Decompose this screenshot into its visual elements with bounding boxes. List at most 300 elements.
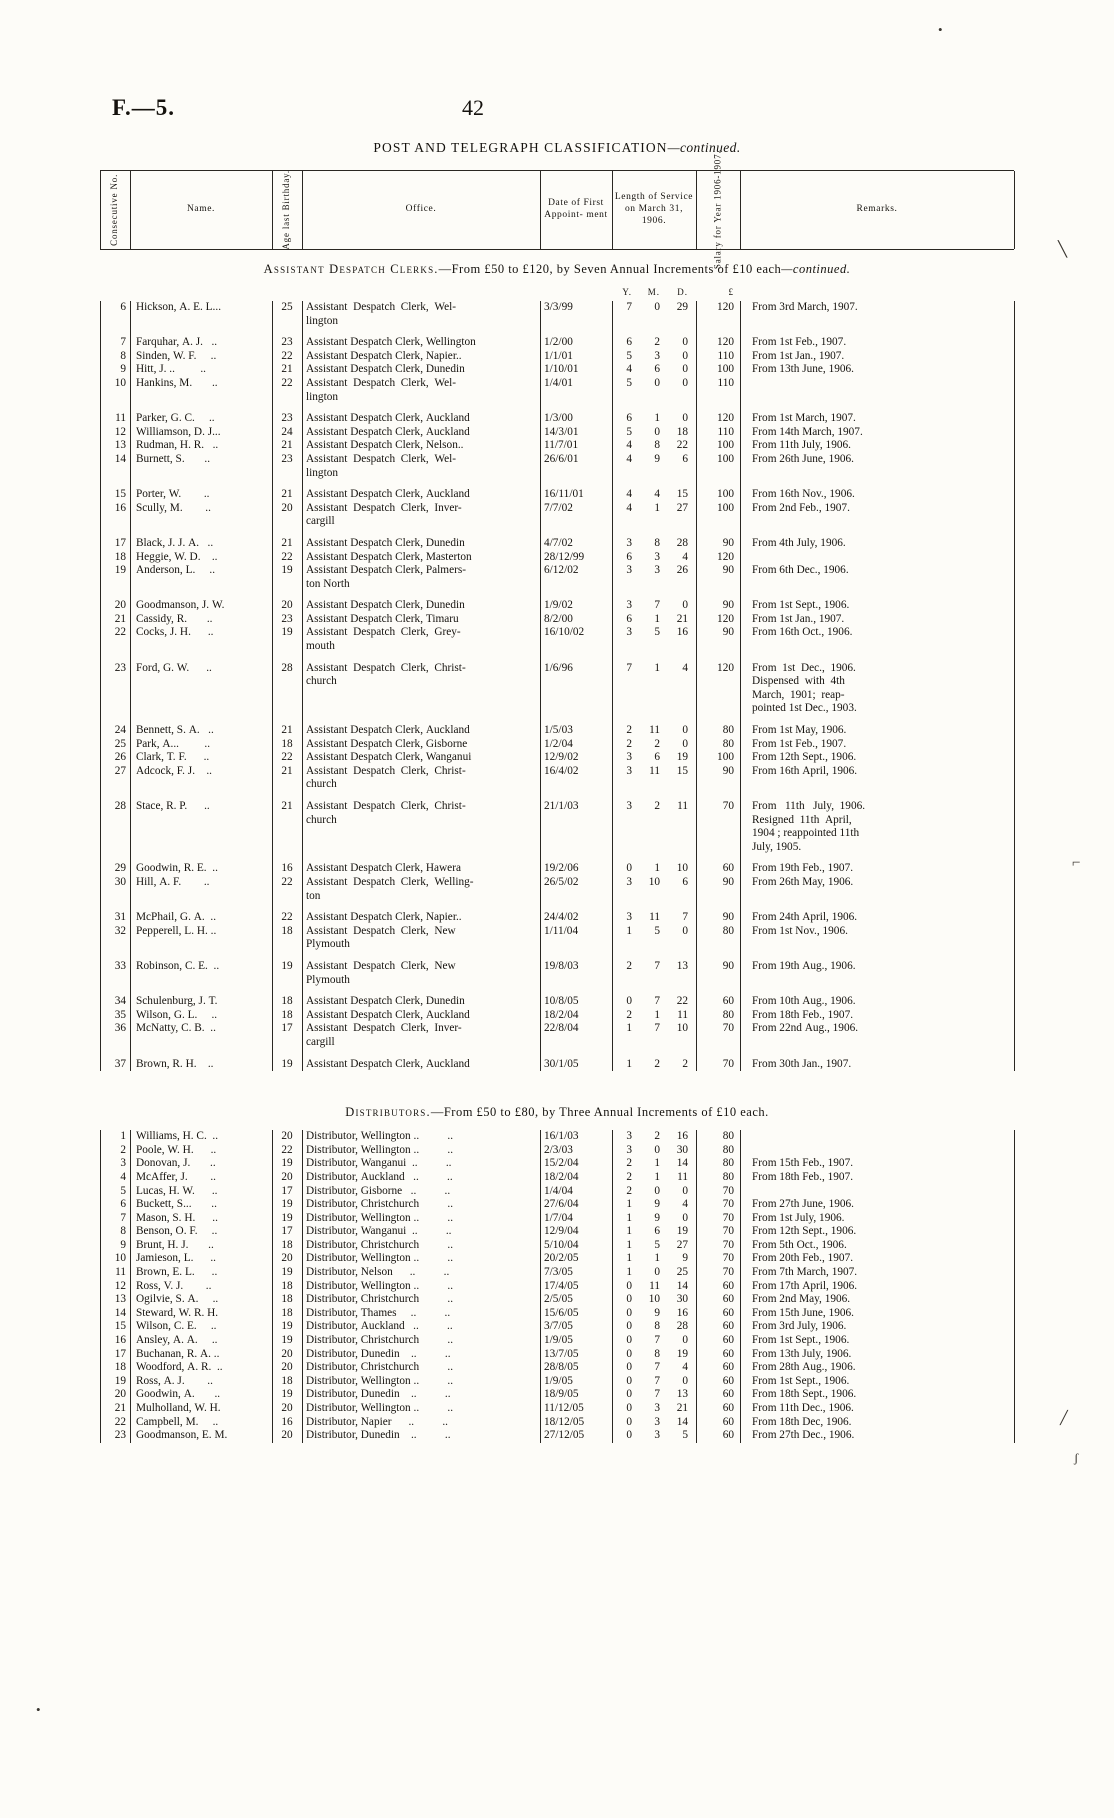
column-rule xyxy=(1014,1130,1015,1443)
cell-remarks: From 2nd Feb., 1907. xyxy=(752,501,850,514)
cell-service-years: 3 xyxy=(626,876,632,888)
cell-service-days: 19 xyxy=(676,1225,688,1238)
row-group-spacer xyxy=(100,1050,1014,1058)
cell-service-years: 0 xyxy=(626,1415,632,1428)
cell-age: 23 xyxy=(281,612,293,625)
cell-age: 21 xyxy=(281,724,293,737)
cell-name: Ross, V. J. .. xyxy=(136,1279,212,1292)
cell-service-days: 10 xyxy=(676,1022,688,1035)
table-row xyxy=(100,1022,1014,1049)
cell-service-years: 0 xyxy=(626,1306,632,1319)
cell-office: Assistant Despatch Clerk, Dunedin xyxy=(306,599,465,612)
cell-age: 22 xyxy=(281,751,293,764)
cell-remarks: From 19th Feb., 1907. xyxy=(752,862,854,875)
unit-pound: £ xyxy=(728,287,734,297)
cell-consecutive-no: 31 xyxy=(114,911,126,924)
unit-months: M. xyxy=(647,287,660,297)
cell-salary: 90 xyxy=(722,626,734,639)
table-row xyxy=(100,1402,1014,1416)
cell-date-first-appointment: 22/8/04 xyxy=(544,1022,579,1035)
cell-service-years: 3 xyxy=(626,800,632,813)
cell-date-first-appointment: 14/3/01 xyxy=(544,425,579,438)
cell-salary: 60 xyxy=(722,1361,734,1374)
cell-office: Distributor, Wellington .. .. xyxy=(306,1279,454,1292)
cell-salary: 90 xyxy=(722,764,734,777)
cell-salary: 70 xyxy=(722,1211,734,1224)
cell-service-years: 4 xyxy=(626,452,632,465)
cell-remarks: From 1st May, 1906. xyxy=(752,724,847,737)
table-row xyxy=(100,613,1014,627)
cell-service-years: 0 xyxy=(626,1320,632,1333)
cell-service-months: 3 xyxy=(654,1415,660,1428)
cell-service-months: 2 xyxy=(654,336,660,349)
cell-age: 18 xyxy=(281,1306,293,1319)
cell-service-years: 5 xyxy=(626,376,632,389)
cell-salary: 90 xyxy=(722,959,734,972)
cell-service-years: 5 xyxy=(626,349,632,362)
cell-salary: 120 xyxy=(717,661,734,674)
table-row xyxy=(100,1225,1014,1239)
cell-service-months: 7 xyxy=(654,995,660,1008)
cell-age: 20 xyxy=(281,1130,293,1143)
section-banner-assistant-despatch-clerks xyxy=(100,250,1014,287)
column-rule xyxy=(612,1130,613,1443)
cell-consecutive-no: 33 xyxy=(114,959,126,972)
table-row xyxy=(100,1293,1014,1307)
cell-office: Assistant Despatch Clerk, Auckland xyxy=(306,488,470,501)
cell-consecutive-no: 14 xyxy=(114,452,126,465)
cell-service-years: 6 xyxy=(626,336,632,349)
cell-date-first-appointment: 10/8/05 xyxy=(544,995,579,1008)
cell-consecutive-no: 5 xyxy=(120,1184,126,1197)
cell-age: 18 xyxy=(281,1374,293,1387)
cell-service-months: 1 xyxy=(654,612,660,625)
cell-date-first-appointment: 3/3/99 xyxy=(544,301,573,313)
cell-name: Black, J. J. A. .. xyxy=(136,536,214,549)
cell-name: Bennett, S. A. .. xyxy=(136,724,214,737)
cell-office: Assistant Despatch Clerk, Welling- ton xyxy=(306,876,474,902)
cell-name: Burnett, S. .. xyxy=(136,452,211,465)
cell-date-first-appointment: 3/7/05 xyxy=(544,1320,573,1333)
table-row xyxy=(100,1320,1014,1334)
cell-service-years: 3 xyxy=(626,599,632,612)
cell-salary: 110 xyxy=(717,349,734,362)
cell-age: 21 xyxy=(281,800,293,813)
cell-consecutive-no: 22 xyxy=(114,1415,126,1428)
cell-name: Donovan, J. .. xyxy=(136,1157,216,1170)
cell-service-months: 11 xyxy=(649,911,660,924)
cell-consecutive-no: 29 xyxy=(114,862,126,875)
cell-office: Assistant Despatch Clerk, Auckland xyxy=(306,425,470,438)
cell-office: Assistant Despatch Clerk, Auckland xyxy=(306,724,470,737)
table-row xyxy=(100,960,1014,987)
table-row xyxy=(100,738,1014,752)
cell-service-days: 9 xyxy=(682,1252,688,1265)
cell-remarks: From 16th Oct., 1906. xyxy=(752,626,853,639)
cell-service-days: 18 xyxy=(676,425,688,438)
table-row xyxy=(100,1334,1014,1348)
cell-service-days: 4 xyxy=(682,550,688,563)
cell-service-months: 2 xyxy=(654,1057,660,1070)
cell-name: Goodwin, R. E. .. xyxy=(136,862,218,875)
cell-service-months: 0 xyxy=(654,301,660,313)
cell-service-days: 6 xyxy=(682,452,688,465)
cell-salary: 70 xyxy=(722,1252,734,1265)
column-rule xyxy=(130,301,131,1071)
cell-salary: 90 xyxy=(722,536,734,549)
cell-consecutive-no: 18 xyxy=(114,550,126,563)
cell-service-years: 3 xyxy=(626,911,632,924)
cell-office: Assistant Despatch Clerk, New Plymouth xyxy=(306,924,456,951)
cell-service-years: 1 xyxy=(626,1252,632,1265)
cell-name: Williams, H. C. .. xyxy=(136,1130,219,1143)
cell-office: Distributor, Auckland .. .. xyxy=(306,1320,453,1333)
cell-remarks: From 19th Aug., 1906. xyxy=(752,959,856,972)
cell-remarks: From 1st Nov., 1906. xyxy=(752,924,848,937)
cell-age: 20 xyxy=(281,599,293,612)
cell-service-months: 1 xyxy=(654,1008,660,1021)
cell-service-days: 0 xyxy=(682,737,688,750)
cell-consecutive-no: 19 xyxy=(114,564,126,577)
cell-name: Stace, R. P. .. xyxy=(136,800,210,813)
cell-remarks: From 12th Sept., 1906. xyxy=(752,751,857,764)
cell-salary: 100 xyxy=(717,488,734,501)
cell-consecutive-no: 21 xyxy=(114,1402,126,1414)
document-title-continued: —continued. xyxy=(667,140,741,155)
cell-remarks: From 18th Feb., 1907. xyxy=(752,1008,854,1021)
cell-service-days: 19 xyxy=(676,751,688,764)
cell-age: 21 xyxy=(281,363,293,376)
cell-date-first-appointment: 1/7/04 xyxy=(544,1211,573,1224)
table-row xyxy=(100,453,1014,480)
cell-consecutive-no: 13 xyxy=(114,1293,126,1306)
cell-consecutive-no: 32 xyxy=(114,924,126,937)
cell-service-days: 28 xyxy=(676,536,688,549)
cell-salary: 70 xyxy=(722,1225,734,1238)
cell-service-days: 0 xyxy=(682,1184,688,1197)
cell-remarks: From 1st March, 1907. xyxy=(752,412,856,425)
header-consecutive-no-label: Consecutive No. xyxy=(109,174,120,246)
cell-age: 16 xyxy=(281,1415,293,1428)
cell-salary: 60 xyxy=(722,1415,734,1428)
cell-name: Lucas, H. W. .. xyxy=(136,1184,218,1197)
cell-remarks: From 2nd May, 1906. xyxy=(752,1293,851,1306)
cell-date-first-appointment: 18/2/04 xyxy=(544,1170,579,1183)
cell-service-years: 3 xyxy=(626,764,632,777)
cell-salary: 120 xyxy=(717,612,734,625)
cell-service-days: 0 xyxy=(682,1211,688,1224)
cell-name: Ogilvie, S. A. .. xyxy=(136,1293,219,1306)
row-group-spacer xyxy=(100,480,1014,488)
cell-name: Scully, M. .. xyxy=(136,501,211,514)
cell-service-months: 7 xyxy=(654,1022,660,1035)
table-row xyxy=(100,911,1014,925)
table-row xyxy=(100,1266,1014,1280)
cell-salary: 90 xyxy=(722,876,734,888)
cell-date-first-appointment: 7/3/05 xyxy=(544,1266,573,1279)
cell-consecutive-no: 30 xyxy=(114,876,126,888)
cell-name: Farquhar, A. J. .. xyxy=(136,336,218,349)
cell-service-months: 10 xyxy=(648,1293,660,1306)
table-row xyxy=(100,1144,1014,1158)
cell-consecutive-no: 12 xyxy=(114,425,126,438)
cell-service-months: 1 xyxy=(654,1170,660,1183)
cell-remarks: From 5th Oct., 1906. xyxy=(752,1238,847,1251)
table-row xyxy=(100,301,1014,328)
cell-office: Assistant Despatch Clerk, Auckland xyxy=(306,1008,470,1021)
cell-service-years: 0 xyxy=(626,862,632,875)
cell-remarks: From 1st Feb., 1907. xyxy=(752,737,847,750)
cell-service-months: 9 xyxy=(654,1198,660,1211)
cell-remarks: From 20th Feb., 1907. xyxy=(752,1252,854,1265)
cell-name: Mulholland, W. H. xyxy=(136,1402,221,1414)
cell-service-months: 9 xyxy=(654,452,660,465)
cell-age: 23 xyxy=(281,412,293,425)
cell-age: 20 xyxy=(281,1252,293,1265)
header-date-first-appointment: Date of First Appoint- ment xyxy=(544,198,608,220)
cell-date-first-appointment: 16/1/03 xyxy=(544,1130,579,1143)
cell-service-months: 3 xyxy=(654,349,660,362)
cell-salary: 80 xyxy=(722,1157,734,1170)
cell-salary: 80 xyxy=(722,1143,734,1156)
cell-office: Assistant Despatch Clerk, Dunedin xyxy=(306,995,465,1008)
cell-name: Porter, W. .. xyxy=(136,488,210,501)
cell-date-first-appointment: 21/1/03 xyxy=(544,800,579,813)
cell-name: Schulenburg, J. T. xyxy=(136,995,218,1008)
page-header xyxy=(112,95,1002,135)
cell-service-months: 11 xyxy=(649,724,660,737)
cell-service-months: 5 xyxy=(654,924,660,937)
cell-service-years: 1 xyxy=(626,924,632,937)
cell-service-years: 2 xyxy=(626,737,632,750)
cell-service-years: 4 xyxy=(626,488,632,501)
cell-office: Assistant Despatch Clerk, Inver- cargill xyxy=(306,501,462,528)
cell-date-first-appointment: 16/10/02 xyxy=(544,626,585,639)
cell-age: 21 xyxy=(281,764,293,777)
cell-date-first-appointment: 1/6/96 xyxy=(544,661,573,674)
cell-consecutive-no: 2 xyxy=(120,1143,126,1156)
section1-rows xyxy=(100,301,1014,1071)
cell-office: Assistant Despatch Clerk, Hawera xyxy=(306,862,461,875)
cell-service-months: 0 xyxy=(654,1266,660,1279)
cell-remarks: From 3rd July, 1906. xyxy=(752,1320,847,1333)
cell-service-months: 8 xyxy=(654,1320,660,1333)
cell-salary: 60 xyxy=(722,1279,734,1292)
cell-remarks: From 6th Dec., 1906. xyxy=(752,564,849,577)
header-office: Office. xyxy=(405,204,437,215)
cell-office: Distributor, Thames .. .. xyxy=(306,1306,451,1319)
section2-title: Distributors. xyxy=(345,1105,431,1120)
column-rule xyxy=(272,1130,273,1443)
cell-service-days: 15 xyxy=(676,488,688,501)
column-rule xyxy=(272,301,273,1071)
cell-service-days: 25 xyxy=(676,1266,688,1279)
cell-office: Assistant Despatch Clerk, Wel- lington xyxy=(306,452,456,479)
cell-consecutive-no: 19 xyxy=(114,1374,126,1387)
cell-consecutive-no: 11 xyxy=(115,412,126,425)
cell-name: Wilson, G. L. .. xyxy=(136,1008,218,1021)
cell-remarks: From 7th March, 1907. xyxy=(752,1266,858,1279)
cell-office: Assistant Despatch Clerk, Masterton xyxy=(306,550,472,563)
cell-office: Distributor, Gisborne .. .. xyxy=(306,1184,451,1197)
cell-service-months: 5 xyxy=(654,1238,660,1251)
cell-date-first-appointment: 26/6/01 xyxy=(544,452,579,465)
cell-service-months: 0 xyxy=(654,425,660,438)
column-rule xyxy=(612,301,613,1071)
cell-service-months: 4 xyxy=(654,488,660,501)
cell-consecutive-no: 21 xyxy=(114,612,126,625)
cell-age: 17 xyxy=(281,1184,293,1197)
cell-name: Goodmanson, J. W. xyxy=(136,599,225,612)
cell-consecutive-no: 20 xyxy=(114,1388,126,1401)
cell-remarks: From 16th April, 1906. xyxy=(752,764,858,777)
cell-service-years: 6 xyxy=(626,612,632,625)
cell-remarks: From 15th Feb., 1907. xyxy=(752,1157,854,1170)
cell-office: Distributor, Christchurch .. xyxy=(306,1293,454,1306)
cell-service-years: 6 xyxy=(626,412,632,425)
cell-consecutive-no: 7 xyxy=(120,1211,126,1224)
cell-service-months: 6 xyxy=(654,751,660,764)
column-rule xyxy=(302,1130,303,1443)
cell-service-days: 26 xyxy=(676,564,688,577)
cell-age: 20 xyxy=(281,1170,293,1183)
cell-office: Assistant Despatch Clerk, Christ- church xyxy=(306,764,466,791)
cell-date-first-appointment: 17/4/05 xyxy=(544,1279,579,1292)
cell-age: 18 xyxy=(281,995,293,1008)
cell-remarks: From 11th July, 1906. Resigned 11th April, 1904 ; reappointed 11th July, 1905. xyxy=(752,800,866,853)
cell-service-days: 10 xyxy=(676,862,688,875)
section1-subtitle: —From £50 to £120, by Seven Annual Increments of £10 each xyxy=(438,262,782,276)
cell-service-days: 13 xyxy=(676,959,688,972)
cell-service-years: 7 xyxy=(626,661,632,674)
row-group-spacer xyxy=(100,716,1014,724)
cell-consecutive-no: 28 xyxy=(114,800,126,813)
table-row xyxy=(100,1429,1014,1443)
cell-service-months: 1 xyxy=(654,412,660,425)
cell-date-first-appointment: 7/7/02 xyxy=(544,501,573,514)
cell-consecutive-no: 36 xyxy=(114,1022,126,1035)
cell-name: Jamieson, L. .. xyxy=(136,1252,217,1265)
cell-office: Distributor, Wanganui .. .. xyxy=(306,1225,452,1238)
cell-service-years: 3 xyxy=(626,536,632,549)
table-row xyxy=(100,1212,1014,1226)
cell-consecutive-no: 7 xyxy=(120,336,126,349)
cell-office: Distributor, Wanganui .. .. xyxy=(306,1157,452,1170)
cell-service-days: 0 xyxy=(682,349,688,362)
cell-service-days: 14 xyxy=(676,1157,688,1170)
cell-service-months: 6 xyxy=(654,1225,660,1238)
cell-salary: 60 xyxy=(722,1334,734,1347)
cell-service-days: 21 xyxy=(676,1402,688,1414)
cell-remarks: From 1st Sept., 1906. xyxy=(752,599,850,612)
cell-remarks: From 14th March, 1907. xyxy=(752,425,863,438)
cell-consecutive-no: 9 xyxy=(120,1238,126,1251)
cell-age: 21 xyxy=(281,488,293,501)
cell-name: Rudman, H. R. .. xyxy=(136,439,219,452)
cell-office: Distributor, Christchurch .. xyxy=(306,1238,454,1251)
unit-years: Y. xyxy=(622,287,632,297)
cell-salary: 60 xyxy=(722,1347,734,1360)
cell-date-first-appointment: 8/2/00 xyxy=(544,612,573,625)
table-row xyxy=(100,1361,1014,1375)
row-group-spacer xyxy=(100,529,1014,537)
cell-consecutive-no: 26 xyxy=(114,751,126,764)
row-group-spacer xyxy=(100,591,1014,599)
cell-service-months: 2 xyxy=(654,1130,660,1143)
cell-service-days: 16 xyxy=(676,1130,688,1143)
cell-salary: 70 xyxy=(722,1057,734,1070)
cell-service-days: 14 xyxy=(676,1279,688,1292)
cell-service-days: 22 xyxy=(676,439,688,452)
row-group-spacer xyxy=(100,792,1014,800)
cell-remarks: From 24th April, 1906. xyxy=(752,911,858,924)
cell-office: Assistant Despatch Clerk, Dunedin xyxy=(306,536,465,549)
cell-date-first-appointment: 11/7/01 xyxy=(544,439,579,452)
cell-age: 19 xyxy=(281,1157,293,1170)
cell-name: Benson, O. F. .. xyxy=(136,1225,218,1238)
cell-service-days: 2 xyxy=(682,1057,688,1070)
cell-age: 19 xyxy=(281,1334,293,1347)
cell-remarks: From 18th Sept., 1906. xyxy=(752,1388,857,1401)
cell-name: Ford, G. W. .. xyxy=(136,661,212,674)
cell-consecutive-no: 15 xyxy=(114,1320,126,1333)
cell-service-months: 9 xyxy=(654,1211,660,1224)
cell-service-years: 6 xyxy=(626,550,632,563)
cell-service-months: 7 xyxy=(654,1374,660,1387)
cell-service-days: 22 xyxy=(676,995,688,1008)
cell-salary: 70 xyxy=(722,1238,734,1251)
cell-date-first-appointment: 1/2/00 xyxy=(544,336,573,349)
cell-service-days: 11 xyxy=(677,1008,688,1021)
cell-date-first-appointment: 1/9/05 xyxy=(544,1374,573,1387)
cell-office: Assistant Despatch Clerk, Christ- church xyxy=(306,661,466,688)
cell-age: 22 xyxy=(281,876,293,888)
cell-service-days: 0 xyxy=(682,599,688,612)
cell-age: 22 xyxy=(281,376,293,389)
cell-name: Buchanan, R. A. .. xyxy=(136,1347,220,1360)
cell-service-years: 1 xyxy=(626,1022,632,1035)
cell-name: Williamson, D. J... xyxy=(136,425,221,438)
cell-remarks: From 1st Jan., 1907. xyxy=(752,612,845,625)
cell-office: Assistant Despatch Clerk, Auckland xyxy=(306,412,470,425)
cell-salary: 60 xyxy=(722,1374,734,1387)
table-row xyxy=(100,1157,1014,1171)
cell-office: Distributor, Wellington .. .. xyxy=(306,1211,454,1224)
cell-office: Assistant Despatch Clerk, Dunedin xyxy=(306,363,465,376)
cell-consecutive-no: 35 xyxy=(114,1008,126,1021)
cell-consecutive-no: 1 xyxy=(120,1130,126,1143)
cell-date-first-appointment: 19/2/06 xyxy=(544,862,579,875)
cell-service-years: 0 xyxy=(626,1429,632,1442)
cell-salary: 60 xyxy=(722,995,734,1008)
cell-remarks: From 4th July, 1906. xyxy=(752,536,846,549)
cell-office: Assistant Despatch Clerk, New Plymouth xyxy=(306,959,456,986)
row-group-spacer xyxy=(100,987,1014,995)
cell-name: Heggie, W. D. .. xyxy=(136,550,218,563)
cell-name: Wilson, C. E. .. xyxy=(136,1320,217,1333)
cell-date-first-appointment: 1/2/04 xyxy=(544,737,573,750)
cell-service-months: 6 xyxy=(654,363,660,376)
cell-remarks: From 11th July, 1906. xyxy=(752,439,851,452)
cell-service-years: 0 xyxy=(626,1402,632,1414)
cell-service-days: 15 xyxy=(676,764,688,777)
table-row xyxy=(100,336,1014,350)
cell-age: 20 xyxy=(281,1361,293,1374)
cell-remarks: From 26th May, 1906. xyxy=(752,876,854,888)
cell-date-first-appointment: 4/7/02 xyxy=(544,536,573,549)
cell-service-months: 8 xyxy=(654,1347,660,1360)
cell-age: 19 xyxy=(281,1388,293,1401)
